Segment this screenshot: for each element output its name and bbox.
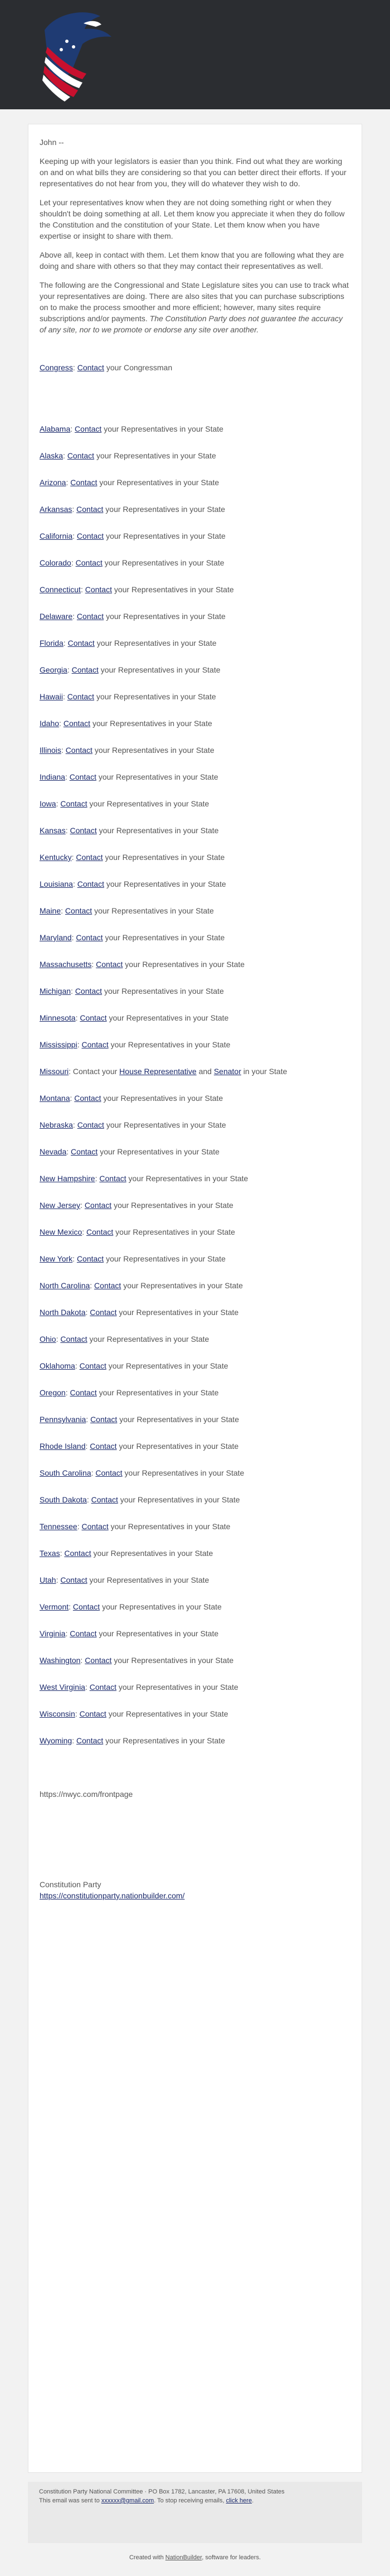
state-link[interactable]: Maine: [40, 906, 61, 915]
signature-org: Constitution Party: [40, 1880, 101, 1889]
state-contact-link[interactable]: Contact: [65, 746, 92, 755]
footer-email-link[interactable]: xxxxxx@gmail.com: [101, 2497, 154, 2504]
state-row: Mississippi: Contact your Representatives in your State: [40, 1040, 231, 1049]
state-row: Delaware: Contact your Representatives in your State: [40, 612, 226, 621]
state-link[interactable]: North Carolina: [40, 1281, 90, 1290]
state-row: Nevada: Contact your Representatives in your State: [40, 1147, 220, 1156]
state-contact-link[interactable]: Contact: [67, 639, 95, 647]
state-row: Maryland: Contact your Representatives in your State: [40, 933, 225, 942]
state-contact-link[interactable]: Contact: [91, 1495, 118, 1504]
state-contact-link[interactable]: Contact: [77, 879, 104, 888]
greeting: John --: [40, 138, 64, 147]
state-link[interactable]: South Dakota: [40, 1495, 87, 1504]
state-link[interactable]: Minnesota: [40, 1013, 76, 1022]
state-contact-link[interactable]: Contact: [81, 1040, 109, 1049]
state-contact-link[interactable]: Contact: [75, 987, 103, 995]
state-row: Oregon: Contact your Representatives in your State: [40, 1388, 219, 1397]
state-link[interactable]: Wyoming: [40, 1736, 72, 1745]
disclaimer: The Constitution Party does not guarantee the accuracy of any site, nor to we promote or endorse any site over another.: [40, 314, 343, 334]
state-contact-link[interactable]: Contact: [75, 558, 103, 567]
state-contact-link[interactable]: Contact: [70, 826, 97, 835]
state-row: South Carolina: Contact your Representatives in your State: [40, 1468, 245, 1477]
state-contact-link[interactable]: Contact: [74, 1094, 101, 1103]
state-row: Florida: Contact your Representatives in your State: [40, 639, 217, 647]
state-row: California: Contact your Representatives in your State: [40, 531, 226, 540]
state-row: Connecticut: Contact your Representatives in your State: [40, 585, 234, 594]
state-link[interactable]: Alaska: [40, 451, 64, 460]
state-link[interactable]: Montana: [40, 1094, 70, 1103]
state-link[interactable]: Florida: [40, 639, 64, 647]
state-contact-link[interactable]: Contact: [99, 1174, 126, 1183]
unsubscribe-link[interactable]: click here: [226, 2497, 252, 2504]
state-link[interactable]: Georgia: [40, 665, 67, 674]
state-contact-link[interactable]: Contact: [76, 612, 104, 621]
state-contact-link[interactable]: Contact: [64, 1549, 91, 1558]
state-row: Arizona: Contact your Representatives in your State: [40, 478, 220, 487]
senator-link[interactable]: Senator: [213, 1067, 241, 1076]
state-link[interactable]: New Jersey: [40, 1201, 81, 1210]
congress-row: Congress: Contact your Congressman: [40, 363, 173, 372]
state-row: Vermont: Contact your Representatives in your State: [40, 1602, 222, 1611]
state-contact-link[interactable]: Contact: [94, 1281, 121, 1290]
state-contact-link[interactable]: Contact: [76, 853, 103, 862]
state-row: Illinois: Contact your Representatives in your State: [40, 746, 214, 755]
email-header: [0, 0, 390, 109]
state-link[interactable]: Idaho: [40, 719, 60, 728]
state-link[interactable]: New York: [40, 1254, 73, 1263]
state-row: Pennsylvania: Contact your Representatives in your State: [40, 1415, 239, 1424]
state-link[interactable]: Illinois: [40, 746, 61, 755]
state-row: New Hampshire: Contact your Representatives in your State: [40, 1174, 248, 1183]
state-row: Colorado: Contact your Representatives in your State: [40, 558, 225, 567]
state-row: North Carolina: Contact your Representatives in your State: [40, 1281, 243, 1290]
footer-sent-line: This email was sent to xxxxxx@gmail.com. To stop receiving emails, click here.: [39, 2497, 254, 2504]
state-contact-link[interactable]: Contact: [84, 1201, 112, 1210]
frontpage-url: https://nwyc.com/frontpage: [40, 1790, 133, 1799]
signature: [40, 1879, 350, 1901]
state-link[interactable]: New Mexico: [40, 1227, 82, 1236]
state-contact-link[interactable]: Contact: [60, 1575, 87, 1584]
state-row: Washington: Contact your Representatives in your State: [40, 1656, 234, 1665]
state-link[interactable]: Pennsylvania: [40, 1415, 86, 1424]
state-contact-link[interactable]: Contact: [76, 933, 103, 942]
email-footer: [28, 2482, 362, 2543]
state-contact-link[interactable]: Contact: [75, 424, 102, 433]
state-contact-link[interactable]: Contact: [95, 1468, 123, 1477]
state-contact-link[interactable]: Contact: [70, 478, 98, 487]
congress-contact-link[interactable]: Contact: [77, 363, 104, 372]
state-contact-link[interactable]: Contact: [85, 585, 112, 594]
state-contact-link[interactable]: Contact: [71, 1147, 98, 1156]
state-row: Louisiana: Contact your Representatives in your State: [40, 879, 226, 888]
state-contact-link[interactable]: Contact: [65, 906, 92, 915]
nationbuilder-link[interactable]: NationBuilder: [165, 2554, 202, 2561]
state-link[interactable]: Missouri: [40, 1067, 69, 1076]
state-contact-link[interactable]: Contact: [81, 1522, 109, 1531]
congress-link[interactable]: Congress: [40, 363, 73, 372]
sites-intro: The following are the Congressional and State Legislature sites you can use to track what your representatives are doing. There are also sites that you can purchase subscriptions on to make the process smoother and more efficient; however, many sites require subscriptions and/or payments. The Constitution Party does not guarantee the accuracy of any site, nor to we promote or endorse any site over another.: [40, 281, 349, 334]
state-link[interactable]: Connecticut: [40, 585, 81, 594]
state-contact-link[interactable]: Contact: [71, 665, 99, 674]
state-row: Wisconsin: Contact your Representatives in your State: [40, 1709, 228, 1718]
email-body: [28, 124, 362, 2473]
state-link[interactable]: Maryland: [40, 933, 72, 942]
state-contact-link[interactable]: Contact: [63, 719, 91, 728]
state-row: Maine: Contact your Representatives in your State: [40, 906, 214, 915]
state-contact-link[interactable]: Contact: [70, 1629, 97, 1638]
state-row: Tennessee: Contact your Representatives in your State: [40, 1522, 231, 1531]
state-link[interactable]: Utah: [40, 1575, 56, 1584]
state-contact-link[interactable]: Contact: [85, 1656, 112, 1665]
state-contact-link[interactable]: Contact: [67, 451, 95, 460]
state-row: Virginia: Contact your Representatives in your State: [40, 1629, 219, 1638]
state-link[interactable]: Louisiana: [40, 879, 73, 888]
state-contact-link[interactable]: Contact: [60, 1335, 87, 1343]
state-contact-link[interactable]: Contact: [86, 1227, 114, 1236]
state-row: New Jersey: Contact your Representatives in your State: [40, 1201, 233, 1210]
state-link[interactable]: Ohio: [40, 1335, 56, 1343]
state-row: Kentucky: Contact your Representatives in your State: [40, 853, 225, 862]
state-link[interactable]: Oregon: [40, 1388, 66, 1397]
state-row: Alaska: Contact your Representatives in your State: [40, 451, 216, 460]
state-row: Texas: Contact your Representatives in your State: [40, 1549, 213, 1558]
state-contact-link[interactable]: Contact: [60, 799, 87, 808]
state-row: Indiana: Contact your Representatives in your State: [40, 772, 218, 781]
nationbuilder-credit: Created with NationBuilder, software for leaders.: [129, 2554, 261, 2561]
state-row: Nebraska: Contact your Representatives in your State: [40, 1120, 226, 1129]
state-link[interactable]: South Carolina: [40, 1468, 91, 1477]
state-row: Michigan: Contact your Representatives in your State: [40, 987, 224, 995]
state-row: Ohio: Contact your Representatives in your State: [40, 1335, 209, 1343]
state-row: West Virginia: Contact your Representatives in your State: [40, 1683, 238, 1691]
state-link[interactable]: Rhode Island: [40, 1442, 86, 1451]
state-link[interactable]: Washington: [40, 1656, 81, 1665]
intro-paragraph-1: Keeping up with your legislators is easier than you think. Find out what they are working on and on what bills they are considering so that you can better direct their efforts. If your representatives do not hear from you, they will do whatever they wish to do.: [40, 157, 347, 188]
state-row-missouri: Missouri: Contact your House Representative and Senator in your State: [40, 1067, 287, 1076]
state-link[interactable]: California: [40, 531, 73, 540]
state-link[interactable]: Alabama: [40, 424, 71, 433]
state-link[interactable]: Delaware: [40, 612, 73, 621]
state-contact-link[interactable]: Contact: [90, 1442, 117, 1451]
state-link[interactable]: Arkansas: [40, 505, 72, 514]
state-link[interactable]: Indiana: [40, 772, 65, 781]
state-link[interactable]: Kentucky: [40, 853, 72, 862]
state-row: Alabama: Contact your Representatives in your State: [40, 424, 223, 433]
state-row: Oklahoma: Contact your Representatives in your State: [40, 1361, 228, 1370]
state-row: Minnesota: Contact your Representatives in your State: [40, 1013, 229, 1022]
house-representative-link[interactable]: House Representative: [119, 1067, 197, 1076]
state-contact-link[interactable]: Contact: [76, 505, 104, 514]
state-link[interactable]: North Dakota: [40, 1308, 86, 1317]
state-row: Idaho: Contact your Representatives in your State: [40, 719, 212, 728]
intro-paragraph-3: Above all, keep in contact with them. Let them know that you are following what they are doing and share with others so that they may contact their representatives as well.: [40, 250, 344, 270]
state-link[interactable]: Nebraska: [40, 1120, 73, 1129]
state-contact-link[interactable]: Contact: [76, 1736, 104, 1745]
state-row: Montana: Contact your Representatives in your State: [40, 1094, 223, 1103]
footer-address: Constitution Party National Committee · PO Box 1782, Lancaster, PA 17608, United States: [39, 2488, 285, 2495]
state-link[interactable]: Michigan: [40, 987, 71, 995]
state-link[interactable]: Colorado: [40, 558, 71, 567]
state-link[interactable]: Virginia: [40, 1629, 66, 1638]
eagle-flag-logo-icon: [33, 8, 117, 103]
state-row: Arkansas: Contact your Representatives in your State: [40, 505, 226, 514]
state-contact-link[interactable]: Contact: [70, 1388, 97, 1397]
state-row: North Dakota: Contact your Representatives in your State: [40, 1308, 239, 1317]
state-row: Utah: Contact your Representatives in your State: [40, 1575, 209, 1584]
state-link[interactable]: Iowa: [40, 799, 56, 808]
state-link[interactable]: Kansas: [40, 826, 66, 835]
state-link[interactable]: Arizona: [40, 478, 66, 487]
state-contact-link[interactable]: Contact: [67, 692, 95, 701]
state-list: [40, 423, 350, 1762]
state-row: South Dakota: Contact your Representatives in your State: [40, 1495, 240, 1504]
state-contact-link[interactable]: Contact: [72, 1602, 100, 1611]
state-link[interactable]: Mississippi: [40, 1040, 77, 1049]
state-row: Georgia: Contact your Representatives in your State: [40, 665, 221, 674]
state-row: Hawaii: Contact your Representatives in your State: [40, 692, 216, 701]
state-row: Wyoming: Contact your Representatives in your State: [40, 1736, 225, 1745]
state-link[interactable]: Nevada: [40, 1147, 67, 1156]
state-link[interactable]: Tennessee: [40, 1522, 77, 1531]
intro-paragraph-2: Let your representatives know when they are not doing something right or when they shouldn't be doing something at all. Let them know you appreciate it when they do follow the Constitution and the constitution of your State. Let them know when you have expertise or insight to share with them.: [40, 198, 345, 240]
state-link[interactable]: Texas: [40, 1549, 60, 1558]
signature-link[interactable]: https://constitutionparty.nationbuilder.com/: [40, 1891, 185, 1900]
state-contact-link[interactable]: Contact: [77, 1120, 104, 1129]
state-link[interactable]: Oklahoma: [40, 1361, 75, 1370]
state-row: New York: Contact your Representatives in your State: [40, 1254, 226, 1263]
state-row: New Mexico: Contact your Representatives in your State: [40, 1227, 235, 1236]
state-contact-link[interactable]: Contact: [80, 1013, 107, 1022]
state-contact-link[interactable]: Contact: [90, 1308, 117, 1317]
state-row: Massachusetts: Contact your Representatives in your State: [40, 960, 245, 969]
state-link[interactable]: Wisconsin: [40, 1709, 75, 1718]
state-link[interactable]: Vermont: [40, 1602, 69, 1611]
state-link[interactable]: Hawaii: [40, 692, 64, 701]
state-contact-link[interactable]: Contact: [79, 1361, 106, 1370]
state-row: Kansas: Contact your Representatives in your State: [40, 826, 219, 835]
state-link[interactable]: New Hampshire: [40, 1174, 95, 1183]
state-contact-link[interactable]: Contact: [69, 772, 96, 781]
state-row: Rhode Island: Contact your Representatives in your State: [40, 1442, 239, 1451]
state-contact-link[interactable]: Contact: [96, 960, 123, 969]
state-contact-link[interactable]: Contact: [76, 1254, 104, 1263]
state-contact-link[interactable]: Contact: [79, 1709, 106, 1718]
state-contact-link[interactable]: Contact: [89, 1683, 116, 1691]
state-row: Iowa: Contact your Representatives in your State: [40, 799, 209, 808]
state-contact-link[interactable]: Contact: [90, 1415, 118, 1424]
state-link[interactable]: Massachusetts: [40, 960, 92, 969]
state-contact-link[interactable]: Contact: [76, 531, 104, 540]
state-link[interactable]: West Virginia: [40, 1683, 85, 1691]
